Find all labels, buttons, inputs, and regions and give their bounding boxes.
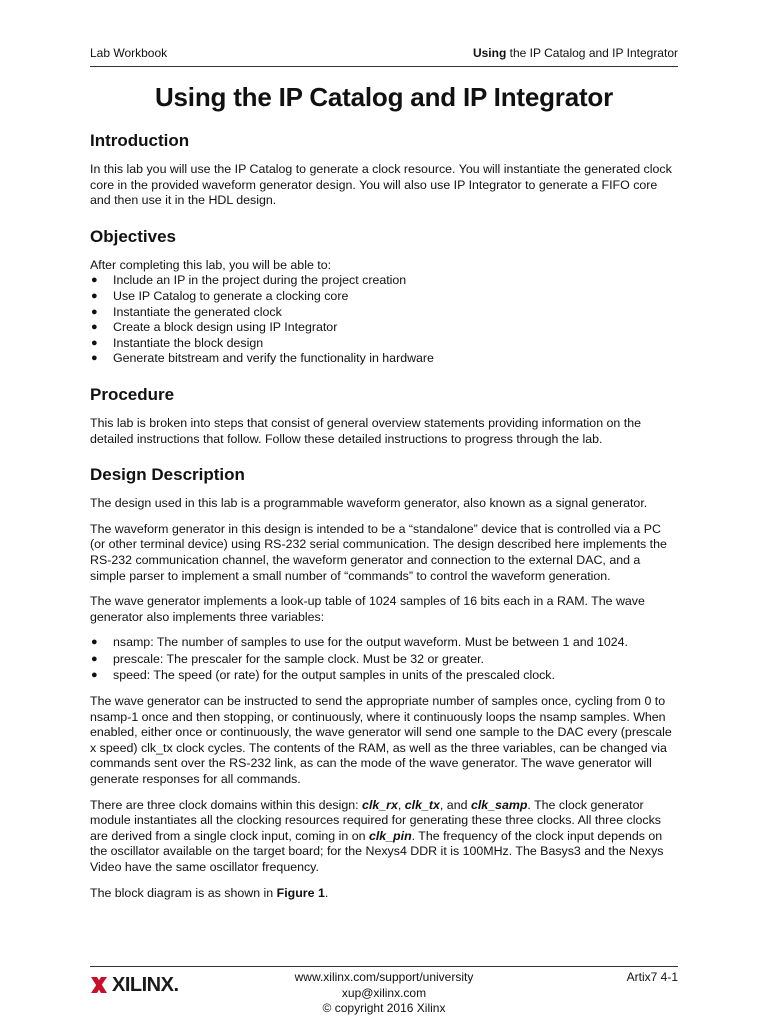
- procedure-section: [90, 384, 678, 447]
- list-item: [90, 351, 678, 367]
- design-paragraph-1: The design used in this lab is a programmable waveform generator, also known as a signal generator.: [90, 496, 648, 511]
- bullet-icon: ●: [91, 652, 98, 665]
- clk-samp-label: clk_samp: [470, 797, 528, 812]
- design-paragraph-3: The wave generator implements a look-up table of 1024 samples of 16 bits each in a RAM. The wave generator also implements three variables:: [90, 594, 645, 624]
- footer-email-link[interactable]: xup@xilinx.com: [341, 985, 427, 1000]
- footer-divider: [90, 966, 678, 967]
- list-item: [90, 635, 678, 651]
- main-content: [90, 130, 678, 911]
- objectives-intro: After completing this lab, you will be able to:: [90, 257, 332, 272]
- list-item-text: Instantiate the block design: [113, 335, 264, 350]
- footer-copyright: © copyright 2016 Xilinx: [322, 1001, 446, 1015]
- page-header: [90, 46, 678, 64]
- introduction-section: [90, 130, 678, 209]
- objectives-section: [90, 226, 678, 367]
- bullet-icon: ●: [91, 274, 98, 287]
- design-description-section: [90, 464, 678, 901]
- list-item: [90, 289, 678, 305]
- list-item: [90, 273, 678, 289]
- design-paragraph-6: [90, 886, 678, 902]
- text-run: .: [324, 885, 329, 900]
- list-item: [90, 336, 678, 352]
- design-description-heading: Design Description: [90, 465, 245, 485]
- text-run: The block diagram is as shown in: [90, 885, 277, 900]
- header-left-text: Lab Workbook: [90, 46, 168, 60]
- list-item-text: Instantiate the generated clock: [113, 304, 282, 319]
- list-item: [90, 668, 678, 684]
- page-title: Using the IP Catalog and IP Integrator: [154, 82, 614, 112]
- list-item-text: nsamp: The number of samples to use for the output waveform. Must be between 1 and 1024.: [113, 635, 628, 650]
- introduction-paragraph: In this lab you will use the IP Catalog to generate a clock resource. You will instantiate the generated clock core in the provided waveform generator design. You will also use IP Integrator to generate a FIFO core and then use it in the HDL design.: [90, 162, 672, 208]
- footer-url-link[interactable]: www.xilinx.com/support/university: [294, 970, 474, 984]
- list-item-text: Create a block design using IP Integrator: [113, 320, 338, 335]
- list-item: [90, 305, 678, 321]
- header-right-text: [473, 46, 678, 60]
- objectives-heading: Objectives: [90, 226, 176, 246]
- list-item: [90, 652, 678, 668]
- xilinx-wordmark: XILINX.: [112, 974, 179, 996]
- footer-center: [90, 970, 678, 1017]
- text-run: . The clock generator module instantiates all the clocking resources required for generating these three clocks. All three clocks are derived from a single clock input, coming in on: [90, 797, 661, 843]
- header-divider: [90, 66, 678, 67]
- bullet-icon: ●: [91, 352, 98, 365]
- text-run: , and: [439, 797, 471, 812]
- figure-reference-link[interactable]: Figure 1: [276, 885, 325, 900]
- introduction-heading: Introduction: [90, 131, 190, 150]
- text-run: There are three clock domains within this design:: [90, 797, 363, 812]
- bullet-icon: ●: [91, 305, 98, 318]
- header-right-bold: Using: [472, 46, 507, 60]
- list-item-text: speed: The speed (or rate) for the output samples in units of the prescaled clock.: [113, 668, 555, 683]
- clk-tx-label: clk_tx: [404, 797, 440, 812]
- design-paragraph-5: [90, 798, 678, 876]
- variables-list: [90, 635, 678, 684]
- objectives-list: [90, 273, 678, 367]
- bullet-icon: ●: [91, 289, 98, 302]
- bullet-icon: ●: [91, 636, 98, 649]
- footer-page-number: Artix7 4-1: [626, 970, 678, 984]
- text-run: . The frequency of the clock input depends on the oscillator available on the target board; for the Nexys4 DDR it is 100MHz. The Basys3 and the Nexys Video have the same oscillator frequency.: [90, 828, 664, 874]
- procedure-heading: Procedure: [90, 384, 175, 404]
- text-run: ,: [397, 797, 405, 812]
- list-item-text: Generate bitstream and verify the functionality in hardware: [113, 351, 434, 366]
- procedure-paragraph: This lab is broken into steps that consist of general overview statements providing information on the detailed instructions that follow. Follow these detailed instructions to progress through the lab.: [90, 415, 641, 446]
- clk-pin-label: clk_pin: [368, 828, 412, 843]
- bullet-icon: ●: [91, 321, 98, 334]
- design-paragraph-4: The wave generator can be instructed to send the appropriate number of samples once, cycling from 0 to nsamp-1 once and then stopping, or continuously, where it continuously loops the nsamp samples. When enabled, either once or continuously, the wave generator will send one sample to the DAC every (prescale x speed) clk_tx clock cycles. The contents of the RAM, as well as the three variables, can be changed via commands sent over the RS-232 link, as can the mode of the wave generator. The wave generator will generate responses for all commands.: [90, 694, 672, 787]
- page-footer: [90, 968, 678, 1018]
- list-item-text: prescale: The prescaler for the sample clock. Must be 32 or greater.: [113, 651, 484, 666]
- list-item: [90, 320, 678, 336]
- bullet-icon: ●: [91, 669, 98, 682]
- header-right-rest: the IP Catalog and IP Integrator: [506, 46, 678, 60]
- list-item-text: Use IP Catalog to generate a clocking core: [113, 288, 349, 303]
- clk-rx-label: clk_rx: [362, 797, 398, 812]
- bullet-icon: ●: [91, 336, 98, 349]
- design-paragraph-2: The waveform generator in this design is intended to be a “standalone” device that is controlled via a PC (or other terminal device) using RS-232 serial communication. The design described here implements the RS-232 communication channel, the waveform generator and connection to the external DAC, and a simple parser to implement a small number of “commands” to control the waveform generation.: [90, 521, 667, 583]
- list-item-text: Include an IP in the project during the project creation: [113, 273, 407, 288]
